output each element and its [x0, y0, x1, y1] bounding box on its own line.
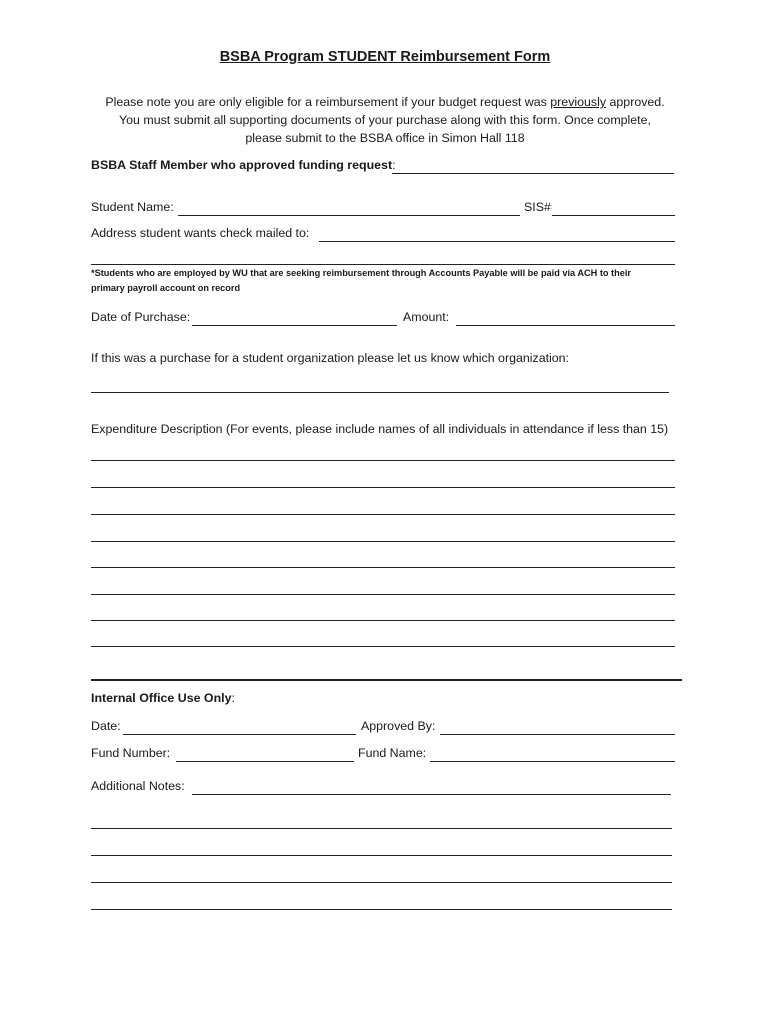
- internal-office-heading: Internal Office Use Only:: [91, 691, 235, 705]
- expenditure-line[interactable]: [91, 487, 675, 488]
- student-name-field[interactable]: [178, 215, 520, 216]
- additional-notes-line[interactable]: [91, 909, 672, 910]
- additional-notes-line[interactable]: [91, 855, 672, 856]
- staff-member-field[interactable]: [392, 173, 674, 174]
- instructions-line-2: You must submit all supporting documents of your purchase along with this form. Once complete,: [119, 113, 651, 127]
- fund-number-label: Fund Number:: [91, 746, 171, 760]
- organization-field[interactable]: [91, 392, 669, 393]
- internal-date-field[interactable]: [123, 734, 356, 735]
- expenditure-line[interactable]: [91, 541, 675, 542]
- additional-notes-field[interactable]: [192, 794, 671, 795]
- section-divider: [91, 679, 682, 681]
- amount-label: Amount:: [403, 310, 450, 324]
- expenditure-line[interactable]: [91, 514, 675, 515]
- form-instructions: [0, 93, 770, 147]
- additional-notes-line[interactable]: [91, 882, 672, 883]
- previously-emphasis: previously: [550, 95, 607, 109]
- address-label: Address student wants check mailed to:: [91, 226, 310, 240]
- expenditure-line[interactable]: [91, 460, 675, 461]
- additional-notes-label: Additional Notes:: [91, 779, 185, 793]
- organization-label: If this was a purchase for a student organization please let us know which organization:: [91, 351, 570, 365]
- expenditure-description-label: Expenditure Description (For events, please include names of all individuals in attendance if less than 15): [91, 422, 669, 436]
- ach-payment-note: *Students who are employed by WU that are seeking reimbursement through Accounts Payable will be paid via ACH to their primary payroll account on record: [91, 268, 631, 293]
- expenditure-line[interactable]: [91, 620, 675, 621]
- instructions-line-3: please submit to the BSBA office in Simon Hall 118: [245, 131, 525, 145]
- fund-number-field[interactable]: [176, 761, 354, 762]
- instructions-line-1: Please note you are only eligible for a reimbursement if your budget request was previously approved.: [105, 95, 665, 109]
- address-field-line-1[interactable]: [319, 241, 675, 242]
- additional-notes-line[interactable]: [91, 828, 672, 829]
- sis-label: SIS#: [524, 200, 551, 214]
- date-of-purchase-field[interactable]: [192, 325, 397, 326]
- expenditure-line[interactable]: [91, 567, 675, 568]
- fund-name-label: Fund Name:: [358, 746, 427, 760]
- student-name-label: Student Name:: [91, 200, 174, 214]
- approved-by-label: Approved By:: [361, 719, 436, 733]
- internal-date-label: Date:: [91, 719, 121, 733]
- amount-field[interactable]: [456, 325, 675, 326]
- expenditure-line[interactable]: [91, 594, 675, 595]
- fund-name-field[interactable]: [430, 761, 675, 762]
- sis-field[interactable]: [552, 215, 675, 216]
- address-field-line-2[interactable]: [91, 264, 675, 265]
- approved-by-field[interactable]: [440, 734, 675, 735]
- date-of-purchase-label: Date of Purchase:: [91, 310, 191, 324]
- form-title: BSBA Program STUDENT Reimbursement Form: [219, 49, 551, 65]
- staff-member-label: BSBA Staff Member who approved funding request:: [91, 158, 396, 172]
- expenditure-line[interactable]: [91, 646, 675, 647]
